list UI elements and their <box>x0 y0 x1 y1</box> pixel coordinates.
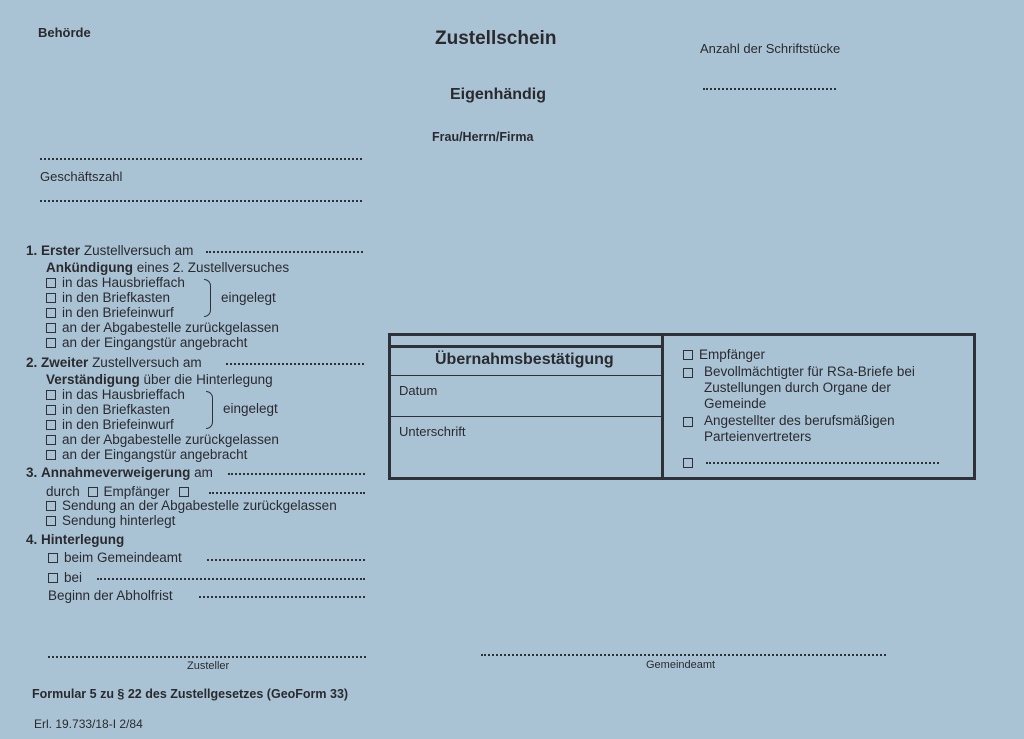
option-label: an der Eingangstür angebracht <box>62 447 248 462</box>
checkbox[interactable] <box>46 405 56 415</box>
option-label: in den Briefeinwurf <box>62 305 174 320</box>
divider <box>391 416 662 417</box>
option-label: in das Hausbrieffach <box>62 387 185 402</box>
checkbox[interactable] <box>683 368 693 378</box>
confirmation-option-empfaenger[interactable] <box>683 348 765 363</box>
municipality-label: Gemeindeamt <box>646 659 716 671</box>
municipality-stamp-field[interactable] <box>481 654 886 656</box>
checkbox[interactable] <box>46 323 56 333</box>
section2-date-field[interactable] <box>226 363 364 365</box>
option-label: an der Abgabestelle zurückgelassen <box>62 320 279 335</box>
section1-option-briefkasten[interactable] <box>46 291 170 306</box>
checkbox[interactable] <box>46 435 56 445</box>
checkbox[interactable] <box>46 516 56 526</box>
checkbox[interactable] <box>683 417 693 427</box>
option-label: in das Hausbrieffach <box>62 275 185 290</box>
recipient-label: Frau/Herrn/Firma <box>432 130 534 144</box>
document-count-label: Anzahl der Schriftstücke <box>700 41 841 56</box>
confirmation-option-other[interactable] <box>683 456 699 471</box>
checkbox[interactable] <box>48 573 58 583</box>
section2-option-abgabestelle[interactable] <box>46 433 279 448</box>
section3-option-hinterlegt[interactable] <box>46 514 175 529</box>
section2-notice <box>46 373 273 388</box>
deliverer-signature-field[interactable] <box>48 656 366 658</box>
divider <box>391 345 662 348</box>
section2-notice-rest: über die Hinterlegung <box>143 372 273 387</box>
authority-label: Behörde <box>38 25 91 40</box>
section4-pickup-start: Beginn der Abholfrist <box>48 588 173 603</box>
file-number-field[interactable] <box>40 200 362 202</box>
option-label: in den Briefkasten <box>62 402 171 417</box>
option-label: Sendung an der Abgabestelle zurückgelassen <box>62 498 337 513</box>
section2-title-rest: Zustellversuch am <box>92 355 202 370</box>
checkbox[interactable] <box>683 350 693 360</box>
section3-other-field[interactable] <box>209 492 365 494</box>
confirmation-option-bevollmaechtigter[interactable] <box>683 364 954 412</box>
section2-option-hausbrieffach[interactable] <box>46 388 185 403</box>
section4-number: 4. <box>26 532 38 547</box>
checkbox[interactable] <box>46 293 56 303</box>
option-label: beim Gemeindeamt <box>64 550 182 565</box>
section2-heading <box>26 356 202 371</box>
section3-heading <box>26 466 213 481</box>
checkbox[interactable] <box>46 308 56 318</box>
section3-option-empfaenger: Empfänger <box>103 484 170 499</box>
checkbox[interactable] <box>46 338 56 348</box>
confirmation-other-field[interactable] <box>706 462 939 464</box>
section4-option-bei[interactable] <box>48 571 82 586</box>
divider <box>663 333 976 336</box>
document-count-field[interactable] <box>703 88 836 90</box>
form-title: Zustellschein <box>435 28 557 49</box>
authority-field[interactable] <box>40 158 362 160</box>
checkbox[interactable] <box>46 278 56 288</box>
checkbox[interactable] <box>48 553 58 563</box>
section2-eingelegt: eingelegt <box>223 401 278 416</box>
section1-number: 1. <box>26 243 38 258</box>
section1-title-rest: Zustellversuch am <box>83 243 194 258</box>
option-label: in den Briefkasten <box>62 290 171 305</box>
section1-date-field[interactable] <box>206 251 363 253</box>
checkbox[interactable] <box>88 487 98 497</box>
section1-announcement <box>46 261 289 276</box>
checkbox[interactable] <box>46 390 56 400</box>
brace-icon <box>206 391 213 429</box>
section4-bei-field[interactable] <box>97 578 365 580</box>
option-label: bei <box>64 570 83 585</box>
confirmation-option-angestellter[interactable] <box>683 413 954 445</box>
option-label: Empfänger <box>699 347 766 362</box>
form-subtitle: Eigenhändig <box>450 86 546 103</box>
section1-announce-bold: Ankündigung <box>46 260 133 275</box>
section1-announce-rest: eines 2. Zustellversuches <box>136 260 290 275</box>
decree-number: Erl. 19.733/18-I 2/84 <box>34 717 143 731</box>
section3-number: 3. <box>26 465 38 480</box>
option-label: Bevollmächtigter für RSa-Briefe bei Zustellungen durch Organe der Gemeinde <box>704 364 915 411</box>
checkbox[interactable] <box>46 450 56 460</box>
section3-option-zurueckgelassen[interactable] <box>46 499 337 514</box>
option-label: an der Abgabestelle zurückgelassen <box>62 432 279 447</box>
section3-durch: durch <box>46 484 80 499</box>
section1-eingelegt: eingelegt <box>221 290 276 305</box>
section1-option-eingangstuer[interactable] <box>46 336 247 351</box>
section2-notice-bold: Verständigung <box>46 372 140 387</box>
section4-title-bold: Hinterlegung <box>41 532 125 547</box>
option-label: Sendung hinterlegt <box>62 513 176 528</box>
section3-title-rest: am <box>194 465 213 480</box>
section2-option-briefkasten[interactable] <box>46 403 170 418</box>
section2-title-bold: Zweiter <box>41 355 89 370</box>
section4-gemeindeamt-field[interactable] <box>207 559 365 561</box>
section1-option-briefeinwurf[interactable] <box>46 306 174 321</box>
option-label: Angestellter des berufsmäßigen Parteienvertreters <box>704 413 895 444</box>
section4-pickup-field[interactable] <box>199 596 365 598</box>
checkbox[interactable] <box>683 458 693 468</box>
section3-date-field[interactable] <box>228 473 365 475</box>
section2-option-eingangstuer[interactable] <box>46 448 247 463</box>
option-label: an der Eingangstür angebracht <box>62 335 248 350</box>
option-label: in den Briefeinwurf <box>62 417 174 432</box>
section4-option-gemeindeamt[interactable] <box>48 551 182 566</box>
section2-option-briefeinwurf[interactable] <box>46 418 174 433</box>
checkbox[interactable] <box>46 420 56 430</box>
section1-option-abgabestelle[interactable] <box>46 321 279 336</box>
file-number-label: Geschäftszahl <box>40 169 123 184</box>
section3-title-bold: Annahmeverweigerung <box>41 465 191 480</box>
checkbox[interactable] <box>179 487 189 497</box>
brace-icon <box>204 279 211 317</box>
section4-heading <box>26 533 124 548</box>
divider <box>391 375 662 376</box>
form-reference: Formular 5 zu § 22 des Zustellgesetzes (GeoForm 33) <box>32 687 349 701</box>
deliverer-label: Zusteller <box>187 660 230 672</box>
section1-heading <box>26 244 193 259</box>
divider <box>661 336 664 478</box>
confirmation-title: Übernahmsbestätigung <box>435 351 614 368</box>
section2-number: 2. <box>26 355 38 370</box>
section1-option-hausbrieffach[interactable] <box>46 276 185 291</box>
section1-title-bold: Erster <box>41 243 81 258</box>
confirmation-date-label: Datum <box>399 383 438 398</box>
confirmation-signature-label: Unterschrift <box>399 424 466 439</box>
checkbox[interactable] <box>46 501 56 511</box>
